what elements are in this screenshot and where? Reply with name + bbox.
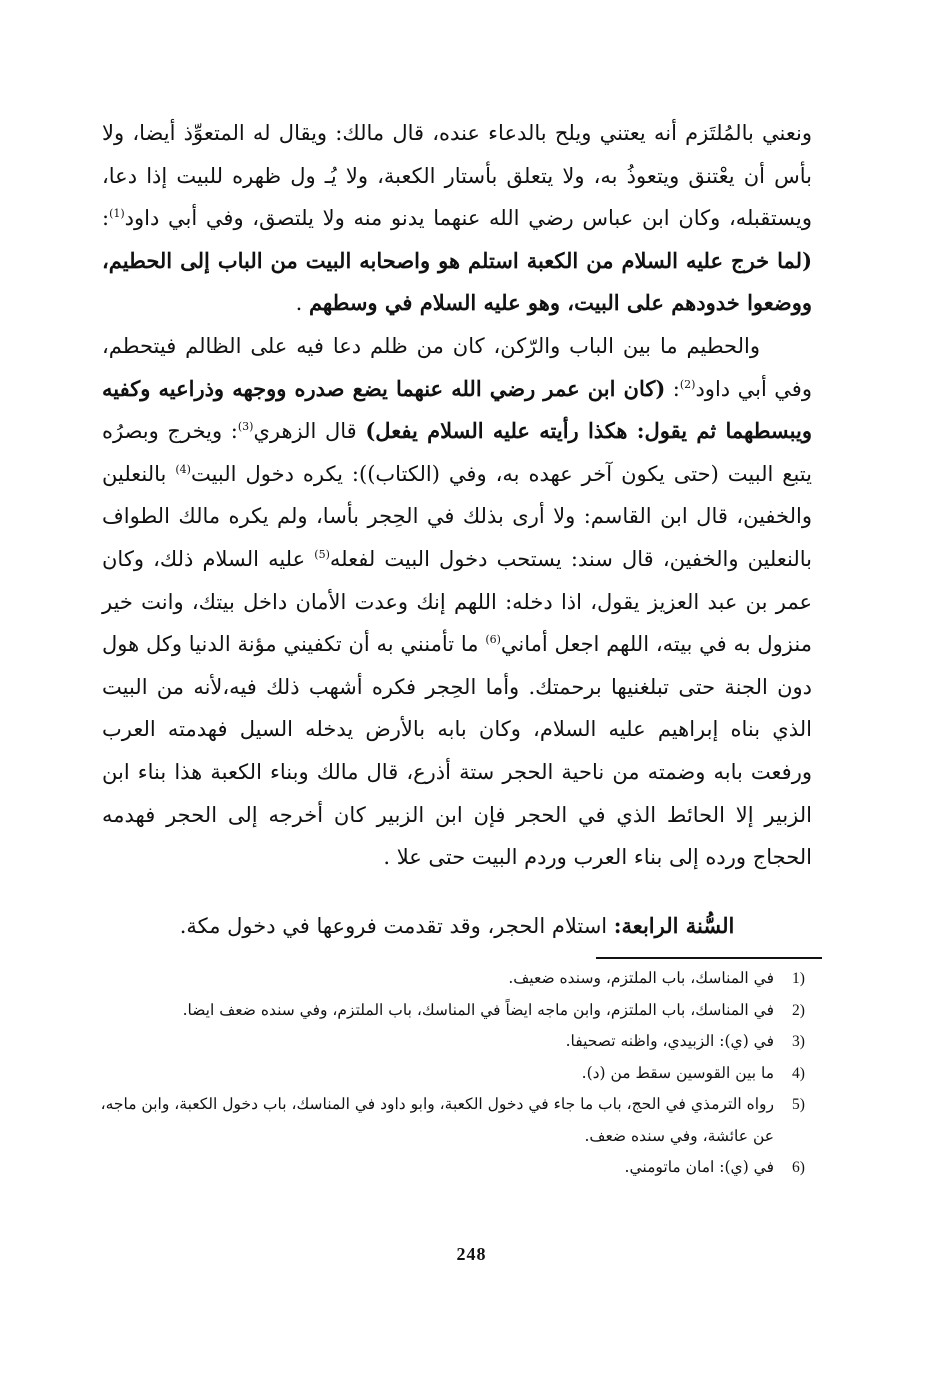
footnote-text: رواه الترمذي في الحج، باب ما جاء في دخول الكعبة، وابو داود في المناسك، باب دخول الكعبة، وابن ماجه، عن عائشة، وفي سنده ضعف. — [100, 1095, 774, 1145]
section-heading-text: استلام الحجر، وقد تقدمت فروعها في دخول مكة. — [179, 914, 614, 938]
footnote-text: ما بين القوسين سقط من (د). — [581, 1063, 774, 1082]
paragraph-1-colon: : — [102, 206, 110, 231]
section-heading — [102, 905, 812, 947]
footnote-text: في المناسك، باب الملتزم، وابن ماجه ايضاً في المناسك، باب الملتزم، وفي سنده ضعف ايضا. — [182, 1000, 774, 1019]
footnote-ref-3[interactable]: (3) — [237, 420, 254, 434]
footnote-item — [100, 1089, 805, 1152]
footnote-text: في (ي): امان ماتومني. — [624, 1158, 774, 1176]
footnote-number: 5) — [792, 1096, 805, 1113]
section-heading-label: السُّنة الرابعة: — [613, 913, 735, 938]
paragraph-2-text: والحطيم ما بين الباب والرّكن، كان من ظلم دعا فيه على الظالم فيتحطم، وفي أبي داود — [102, 333, 812, 401]
footnote-item — [100, 1026, 805, 1058]
paragraph-multazam — [102, 112, 812, 325]
paragraph-1-text: ونعني بالمُلتَزم أنه يعتني ويلح بالدعاء عنده، قال مالك: ويقال له المتعوِّذ أيضا، ولا بأس أن يعْتنق ويتعوذُ به، ولا يتعلق بأستار الكعبة، ولا يُـ ول ظهره للبيت إذا دعا، ويستقبله، وكان ابن عباس رضي الله عنهما يدنو منه ولا يلتصق، وفي أبي داود — [102, 121, 812, 231]
paragraph-2-umar: عليه السلام ذلك، وكان عمر بن عبد العزيز يقول، اذا دخله: اللهم إنك وعدت الأمان داخل بيتك، وانت خير منزول به في بيته، اللهم اجعل أماني — [102, 546, 812, 657]
footnote-ref-6[interactable]: (6) — [485, 633, 501, 647]
footnote-number: 3) — [792, 1033, 805, 1050]
footnote-ref-2[interactable]: (2) — [679, 377, 696, 391]
footnote-item — [100, 1152, 805, 1184]
footnote-number: 6) — [792, 1159, 805, 1176]
main-text — [102, 112, 812, 879]
paragraph-1-end: . — [295, 291, 309, 316]
footnote-number: 2) — [792, 1001, 805, 1019]
footnote-number: 1) — [792, 970, 805, 987]
footnote-item — [100, 1058, 805, 1090]
paragraph-2-sanad: بالنعلين والخفين، قال ابن القاسم: ولا أرى بذلك في الحِجر بأسا، ولم يكره مالك الطواف بالنعلين والخفين، قال سند: يستحب دخول البيت لفعله — [102, 461, 812, 571]
footnote-item — [100, 995, 805, 1027]
footnotes — [100, 963, 805, 1184]
footnote-ref-1[interactable]: (1) — [109, 207, 125, 221]
footnote-ref-5[interactable]: (5) — [314, 547, 330, 561]
footnote-text: في (ي): الزبيدي، واظنه تصحيفا. — [565, 1032, 774, 1050]
hadith-quote-2: (كان ابن عمر رضي الله عنهما يضع صدره ووجهه وذراعيه وكفيه ويبسطهما ثم يقول: هكذا رأيته عليه السلام يفعل) — [102, 375, 812, 444]
paragraph-2-zuhri: قال الزهري — [253, 419, 366, 444]
footnote-number: 4) — [792, 1064, 805, 1082]
footnote-text: في المناسك، باب الملتزم، وسنده ضعيف. — [508, 969, 774, 987]
paragraph-2-kitab: : ويخرج وبصرُه يتبع البيت (حتى يكون آخر عهده به، وفي (الكتاب)): يكره دخول البيت — [102, 419, 812, 486]
footnote-divider — [596, 957, 822, 959]
footnote-item — [100, 963, 805, 995]
paragraph-2-hijr: ما تأمنني به أن تكفيني مؤنة الدنيا وكل هول دون الجنة حتى تبلغنيها برحمتك. وأما الحِجر فكره أشهب ذلك فيه،لأنه من البيت الذي بناه إبراهيم عليه السلام، وكان بابه بالأرض يدخله السيل فهدمته العرب ورفعت بابه وضمته من ناحية الحجر ستة أذرع، قال مالك وبناء الكعبة هذا بناء ابن الزبير إلا الحائط الذي في الحجر فإن ابن الزبير كان أخرجه إلى الحجر فهدمه الحجاج ورده إلى بناء العرب وردم البيت حتى علا . — [102, 632, 812, 870]
paragraph-hatim — [102, 325, 812, 879]
page-number: 248 — [456, 1244, 487, 1264]
footnote-ref-4[interactable]: (4) — [175, 462, 191, 476]
paragraph-2-colon: : — [665, 376, 680, 401]
hadith-quote-1: (لما خرج عليه السلام من الكعبة استلم هو واصحابه البيت من الباب إلى الحطيم، ووضعوا خدودهم على البيت، وهو عليه السلام في وسطهم — [102, 247, 812, 316]
